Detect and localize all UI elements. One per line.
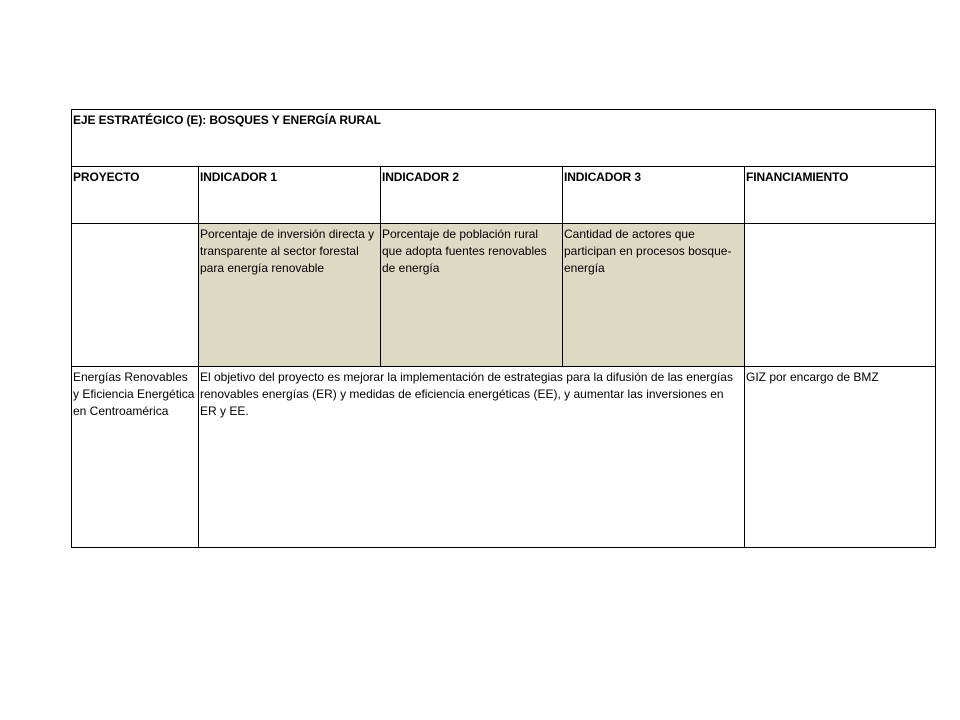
strategic-axis-table-wrapper [71,109,935,548]
table-header-row [72,167,936,224]
indicator-row-empty-financing-cell [745,224,936,367]
project-row [72,367,936,548]
header-proyecto: PROYECTO [72,167,199,224]
header-indicador-2: INDICADOR 2 [381,167,563,224]
table-title-row [72,110,936,167]
header-indicador-3: INDICADOR 3 [563,167,745,224]
project-financing: GIZ por encargo de BMZ [745,367,936,548]
indicator-row [72,224,936,367]
table-title: EJE ESTRATÉGICO (E): BOSQUES Y ENERGÍA RURAL [72,110,936,167]
project-name: Energías Renovables y Eficiencia Energética en Centroamérica [72,367,199,548]
header-financiamiento: FINANCIAMIENTO [745,167,936,224]
project-objective: El objetivo del proyecto es mejorar la implementación de estrategias para la difusión de las energías renovables energías (ER) y medidas de eficiencia energéticas (EE), y aumentar las inversiones en ER y EE. [199,367,745,548]
header-indicador-1: INDICADOR 1 [199,167,381,224]
indicator-3-description: Cantidad de actores que participan en procesos bosque-energía [563,224,745,367]
indicator-row-empty-project-cell [72,224,199,367]
indicator-2-description: Porcentaje de población rural que adopta fuentes renovables de energía [381,224,563,367]
strategic-axis-table [71,109,936,548]
indicator-1-description: Porcentaje de inversión directa y transparente al sector forestal para energía renovable [199,224,381,367]
